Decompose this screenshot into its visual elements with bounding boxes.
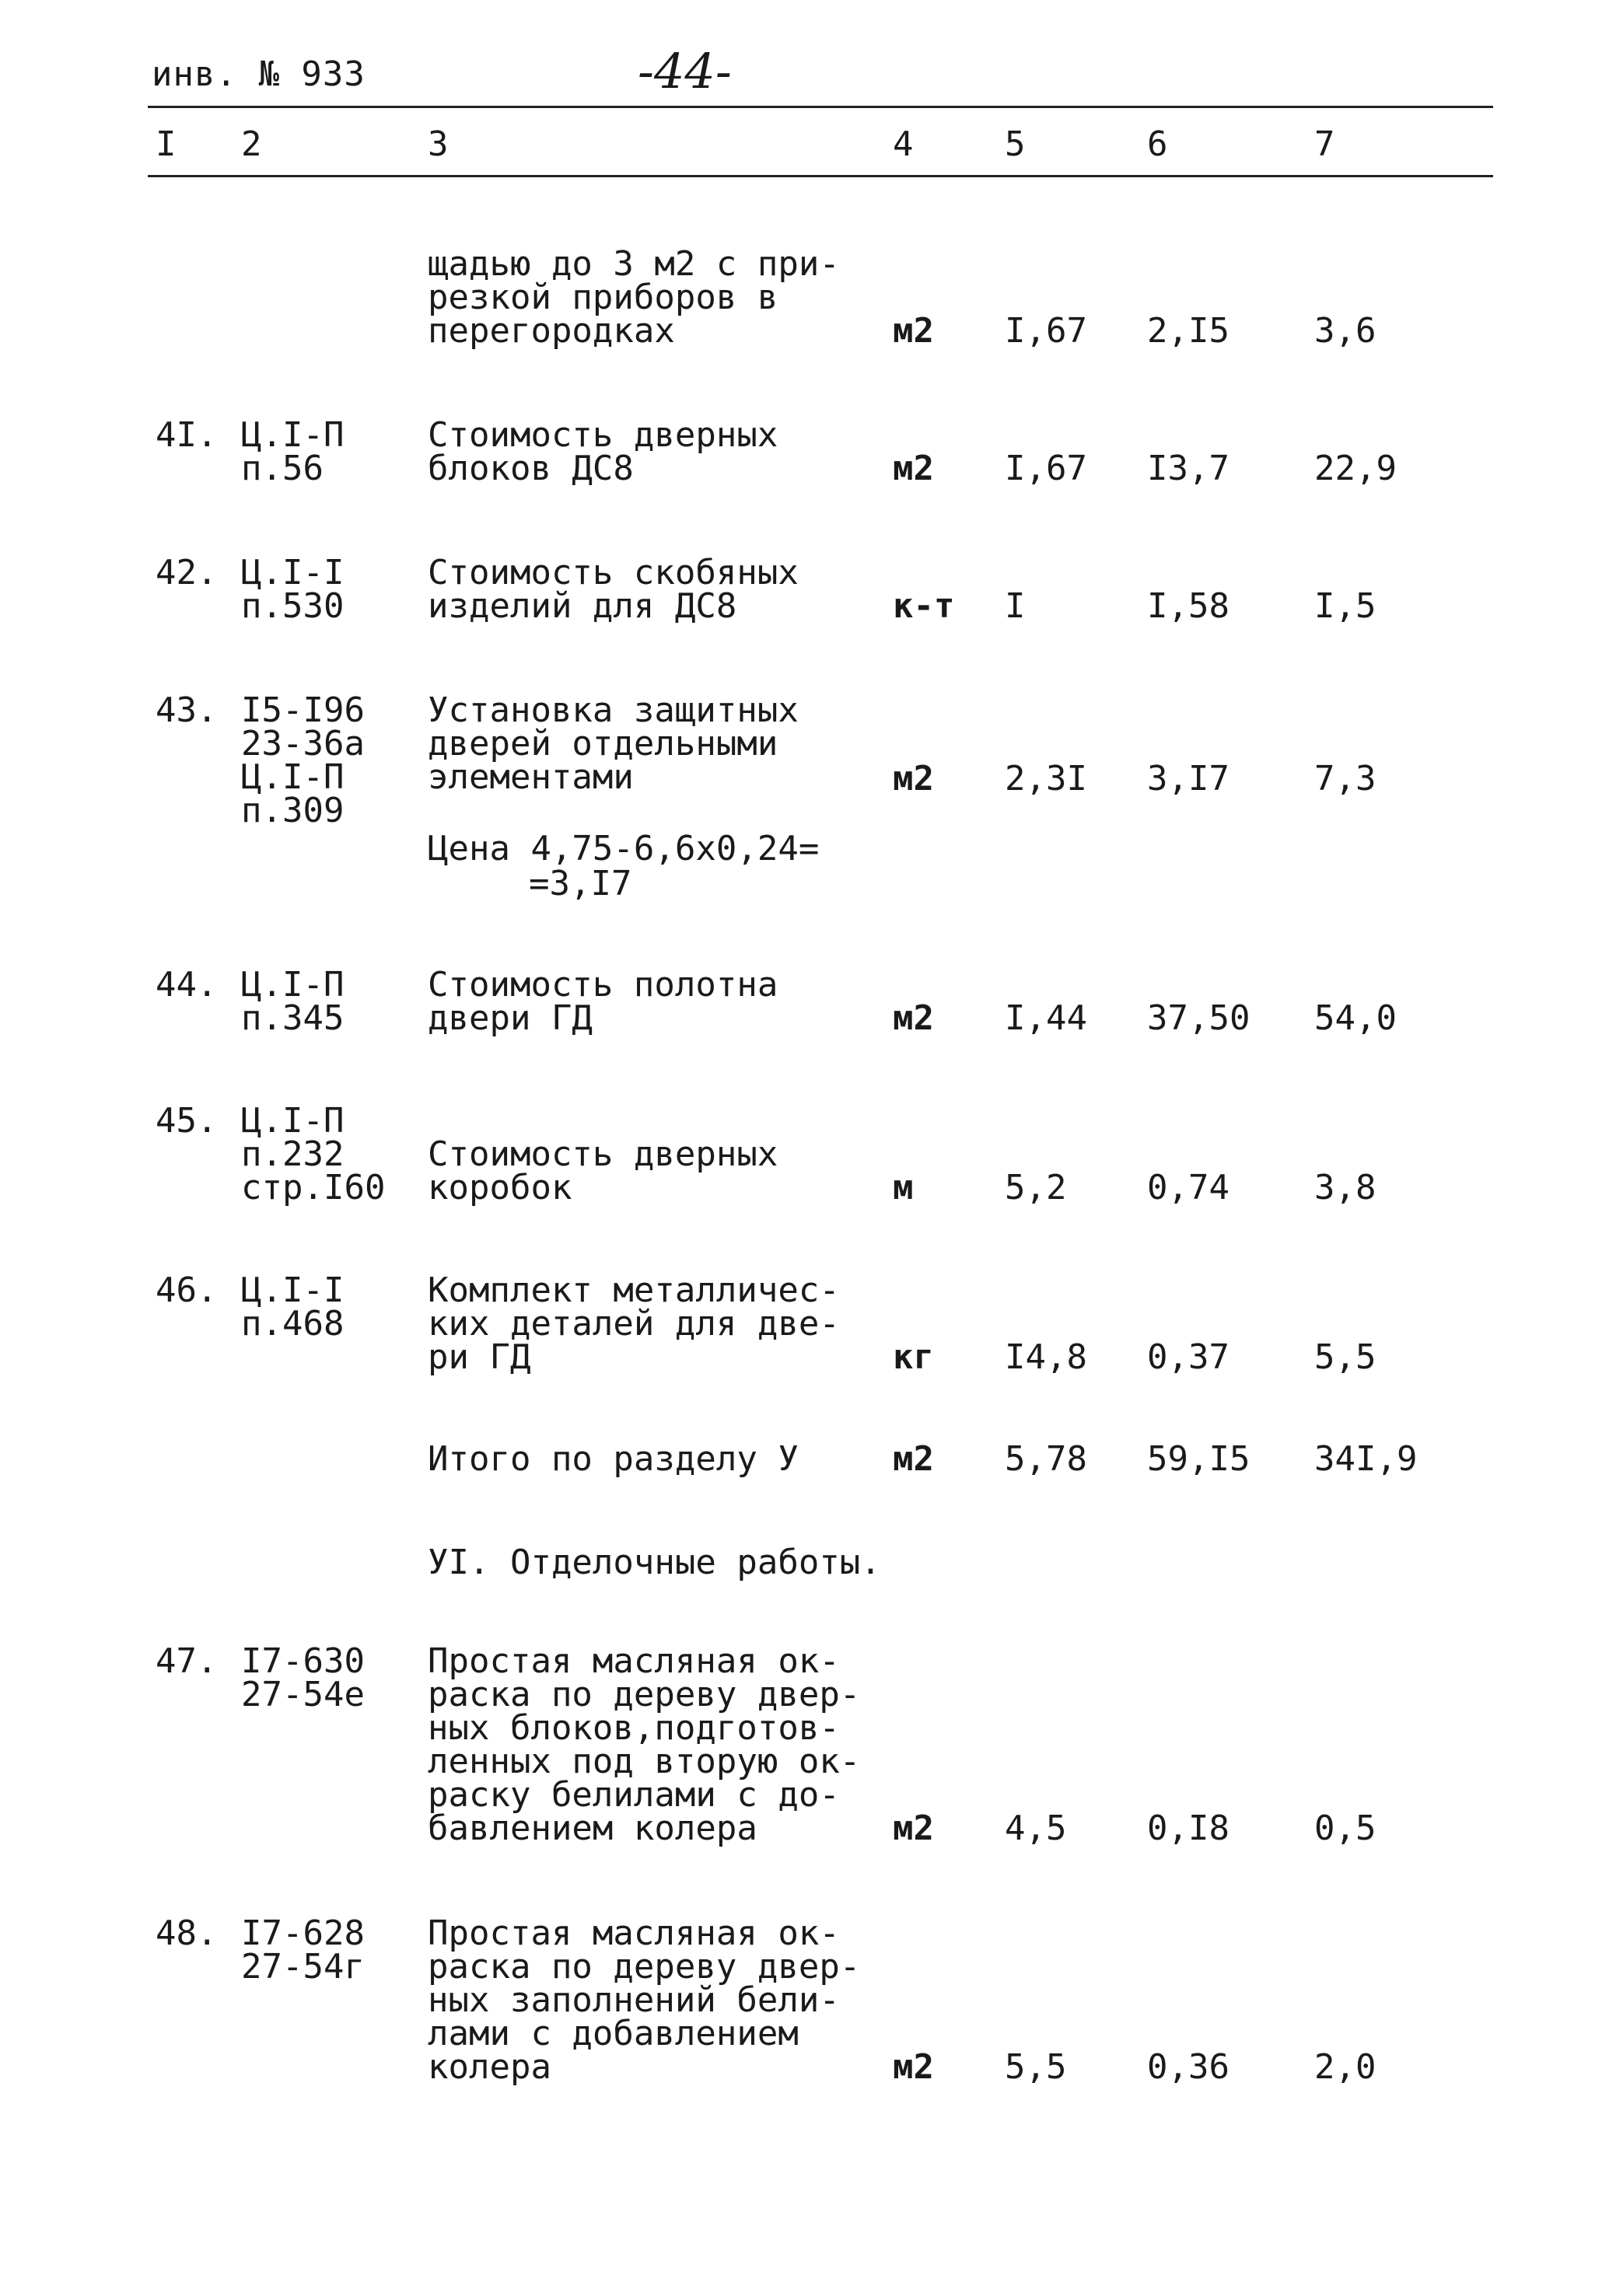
row-unit: м2 (893, 998, 934, 1038)
row-price: 0,37 (1147, 1337, 1229, 1377)
inventory-number: инв. № 933 (152, 54, 366, 94)
row-unit: кг (893, 1337, 934, 1377)
subtotal-unit: м2 (893, 1439, 934, 1479)
row-quantity: 4,5 (1005, 1808, 1067, 1848)
row-code: Ц.I-П п.232 стр.I60 (241, 1101, 386, 1207)
row-quantity: I4,8 (1005, 1337, 1087, 1377)
row-unit: м2 (893, 449, 934, 488)
row-total: 7,3 (1314, 759, 1376, 799)
row-number: 45. (156, 1101, 218, 1141)
row-price: 37,50 (1147, 998, 1250, 1038)
row-unit: к-т (893, 586, 955, 626)
row-total: 2,0 (1314, 2047, 1376, 2087)
row-quantity: I,67 (1005, 311, 1087, 351)
row-description: Стоимость дверных блоков ДС8 (428, 415, 778, 488)
row-description: Простая масляная ок- раска по дереву двер- ных блоков,подготов- ленных под вторую ок- раску белилами с до- бавлением колера (428, 1641, 861, 1848)
column-header-2: 2 (241, 124, 262, 164)
row-price: I3,7 (1147, 449, 1229, 488)
row-description: Стоимость дверных коробок (428, 1134, 778, 1207)
row-total: 5,5 (1314, 1337, 1376, 1377)
column-header-6: 6 (1147, 124, 1168, 164)
row-total: 22,9 (1314, 449, 1397, 488)
row-total: 54,0 (1314, 998, 1397, 1038)
row-total: 3,8 (1314, 1168, 1376, 1207)
row-price: I,58 (1147, 586, 1229, 626)
row-number: 46. (156, 1270, 218, 1310)
row-unit: м (893, 1168, 914, 1207)
row-quantity: I,44 (1005, 998, 1087, 1038)
row-quantity: 2,3I (1005, 759, 1087, 799)
row-total: 3,6 (1314, 311, 1376, 351)
header-bottom-rule (148, 175, 1493, 177)
row-price: 0,36 (1147, 2047, 1229, 2087)
row-number: 4I. (156, 415, 218, 455)
row-quantity: I,67 (1005, 449, 1087, 488)
row-number: 47. (156, 1641, 218, 1681)
row-price: 0,74 (1147, 1168, 1229, 1207)
row-description: Стоимость полотна двери ГД (428, 965, 778, 1038)
row-price: 2,I5 (1147, 311, 1229, 351)
row-total: 0,5 (1314, 1808, 1376, 1848)
row-price: 0,I8 (1147, 1808, 1229, 1848)
row-number: 42. (156, 553, 218, 592)
column-header-4: 4 (893, 124, 914, 164)
row-number: 48. (156, 1913, 218, 1953)
subtotal-label: Итого по разделу У (428, 1439, 799, 1479)
price-note-line-1: Цена 4,75-6,6х0,24= (428, 829, 820, 868)
subtotal-total: 34I,9 (1314, 1439, 1418, 1479)
row-quantity: I (1005, 586, 1026, 626)
row-quantity: 5,5 (1005, 2047, 1067, 2087)
column-header-7: 7 (1314, 124, 1335, 164)
row-number: 44. (156, 965, 218, 1005)
row-code: I5-I96 23-36а Ц.I-П п.309 (241, 690, 365, 830)
row-unit: м2 (893, 2047, 934, 2087)
top-rule (148, 106, 1493, 108)
row-code: Ц.I-I п.530 (241, 553, 345, 626)
section-title: УI. Отделочные работы. (428, 1543, 881, 1582)
row-description: Простая масляная ок- раска по дереву двер- ных заполнений бели- лами с добавлением колера (428, 1913, 861, 2087)
row-number: 43. (156, 690, 218, 730)
row-code: I7-630 27-54е (241, 1641, 365, 1714)
row-code: Ц.I-I п.468 (241, 1270, 345, 1344)
row-unit: м2 (893, 1808, 934, 1848)
page-number: -44- (638, 43, 732, 100)
row-total: I,5 (1314, 586, 1376, 626)
column-header-1: I (156, 124, 177, 164)
column-header-5: 5 (1005, 124, 1026, 164)
row-code: Ц.I-П п.345 (241, 965, 345, 1038)
row-description: Стоимость скобяных изделий для ДС8 (428, 553, 799, 626)
price-note-line-2: =3,I7 (529, 864, 632, 903)
row-description: Установка защитных дверей отдельными элементами (428, 690, 799, 797)
row-unit: м2 (893, 759, 934, 799)
row-quantity: 5,2 (1005, 1168, 1067, 1207)
subtotal-quantity: 5,78 (1005, 1439, 1087, 1479)
column-header-3: 3 (428, 124, 449, 164)
row-description: щадью до 3 м2 с при- резкой приборов в перегородках (428, 244, 840, 351)
row-price: 3,I7 (1147, 759, 1229, 799)
row-code: I7-628 27-54г (241, 1913, 365, 1987)
row-unit: м2 (893, 311, 934, 351)
subtotal-price: 59,I5 (1147, 1439, 1250, 1479)
row-description: Комплект металличес- ких деталей для две- ри ГД (428, 1270, 840, 1377)
row-code: Ц.I-П п.56 (241, 415, 345, 488)
